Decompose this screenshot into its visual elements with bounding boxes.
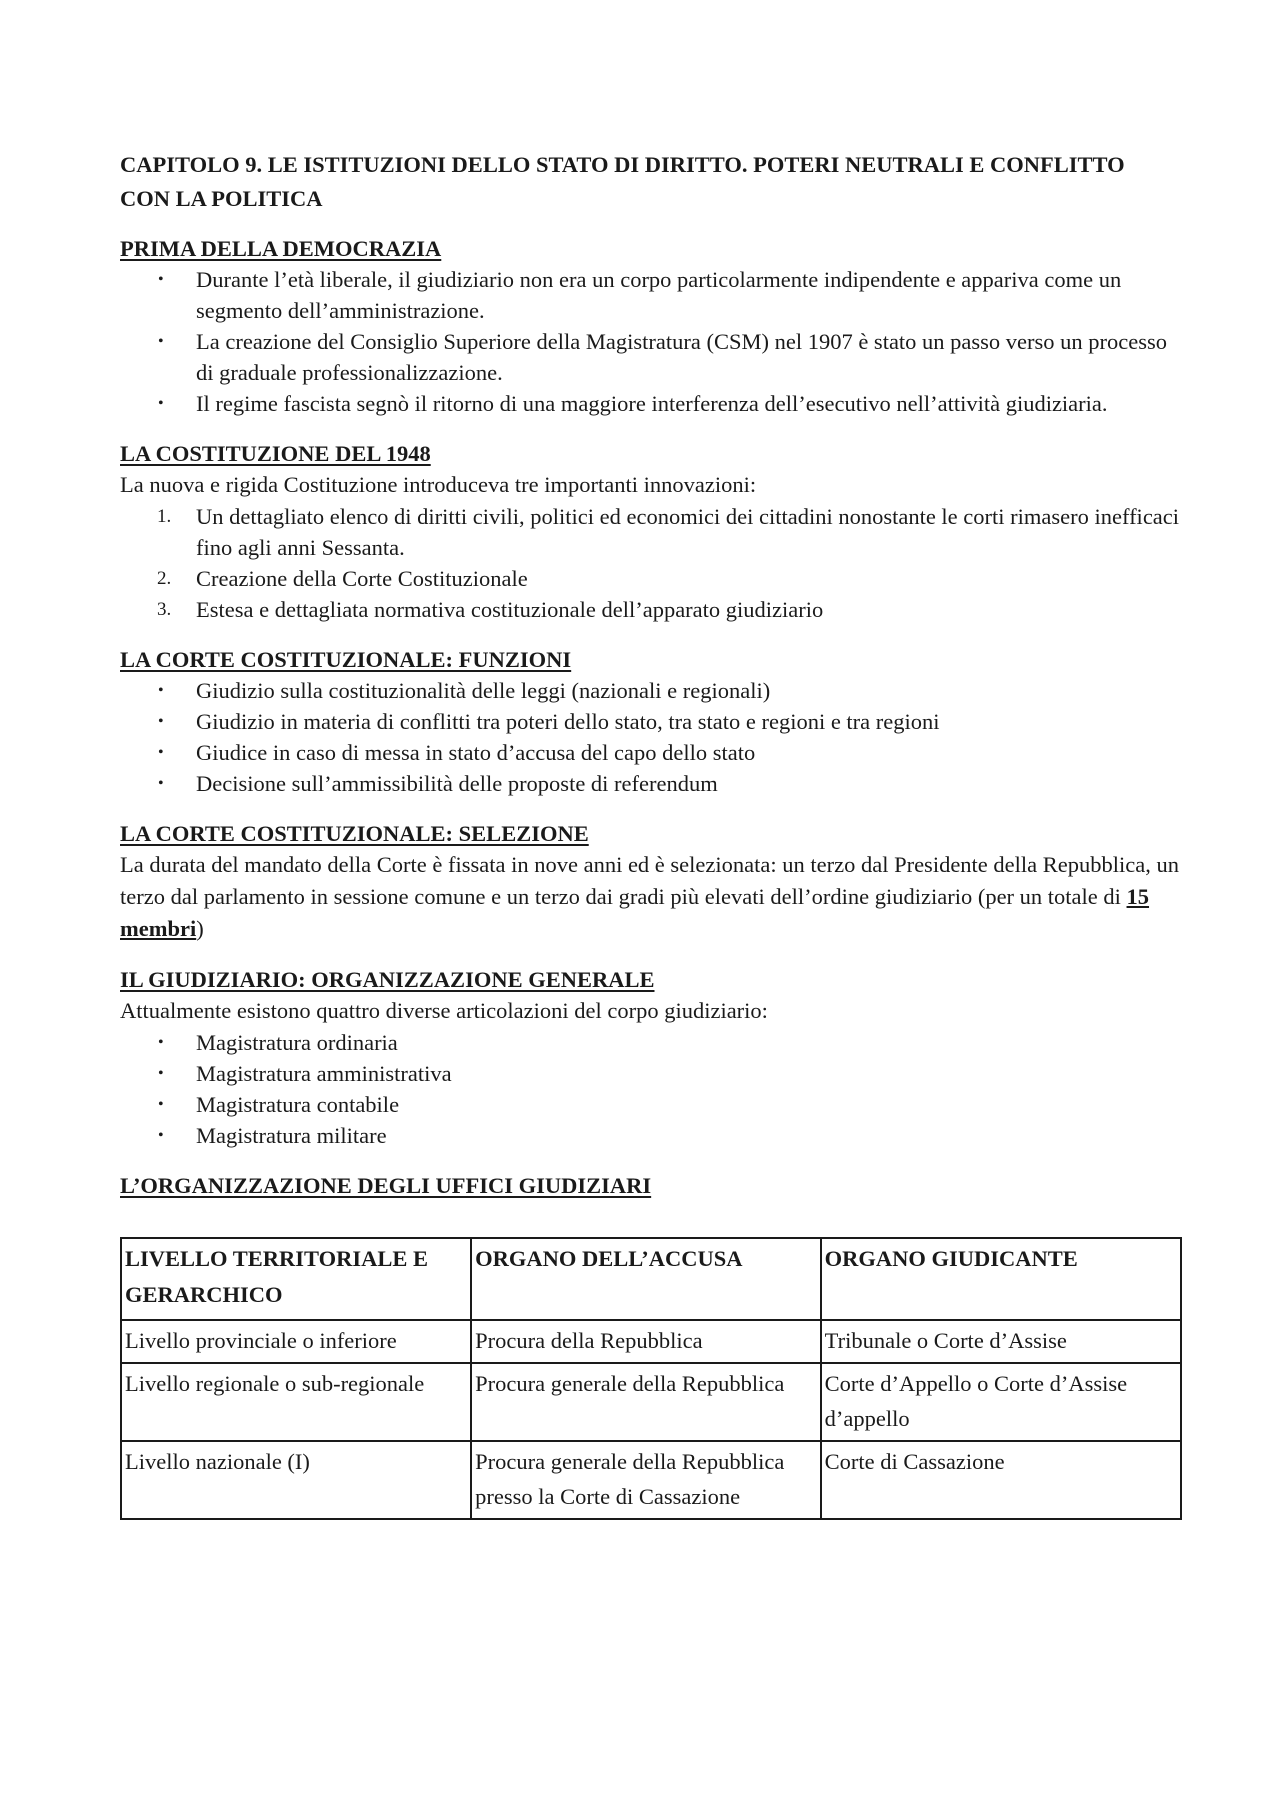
section-heading: L’ORGANIZZAZIONE DEGLI UFFICI GIUDIZIARI — [120, 1173, 652, 1198]
section-heading: LA COSTITUZIONE DEL 1948 — [120, 441, 431, 466]
table-cell: Livello provinciale o inferiore — [121, 1320, 471, 1363]
table-row — [121, 1320, 1181, 1363]
members-highlight: 15 membri — [120, 884, 1150, 941]
list-item-text: Magistratura ordinaria — [196, 1030, 398, 1055]
table-cell: Procura generale della Repubblica — [471, 1363, 821, 1441]
section-corte-selezione — [120, 819, 1180, 945]
table-header-row — [121, 1238, 1181, 1320]
list-item — [120, 1089, 1180, 1120]
bullet-icon: • — [158, 333, 164, 350]
list-number: 1. — [157, 506, 172, 527]
section-corte-funzioni — [120, 645, 1180, 799]
table-cell: Tribunale o Corte d’Assise — [821, 1320, 1181, 1363]
offices-table — [120, 1237, 1182, 1520]
table-cell: Livello nazionale (I) — [121, 1441, 471, 1519]
list-item-text: Il regime fascista segnò il ritorno di una maggiore interferenza dell’esecutivo nell’attività giudiziaria. — [196, 391, 1108, 416]
section-intro: Attualmente esistono quattro diverse articolazioni del corpo giudiziario: — [120, 998, 768, 1023]
column-header-accusa: ORGANO DELL’ACCUSA — [471, 1238, 821, 1320]
list-item-text: Magistratura amministrativa — [196, 1061, 452, 1086]
list-item-text: Estesa e dettagliata normativa costituzionale dell’apparato giudiziario — [196, 597, 824, 622]
section-heading: LA CORTE COSTITUZIONALE: FUNZIONI — [120, 647, 572, 672]
list-item — [120, 563, 1180, 594]
list-number: 2. — [157, 568, 172, 589]
bullet-icon: • — [158, 1096, 164, 1113]
section-heading: IL GIUDIZIARIO: ORGANIZZAZIONE GENERALE — [120, 967, 655, 992]
table-cell: Procura generale della Repubblica presso la Corte di Cassazione — [471, 1441, 821, 1519]
bullet-list — [120, 675, 1180, 799]
bullet-list — [120, 1027, 1180, 1151]
selection-text: La durata del mandato della Corte è fissata in nove anni ed è selezionata: un terzo dal Presidente della Repubblica, un terzo dal parlamento in sessione comune e un terzo dai gradi più elevati dell’ordine giudiziario (per un totale di — [120, 852, 1179, 909]
bullet-icon: • — [158, 682, 164, 699]
bullet-icon: • — [158, 395, 164, 412]
section-prima-della-democrazia — [120, 234, 1180, 419]
list-item-text: Creazione della Corte Costituzionale — [196, 566, 528, 591]
list-item-text: Durante l’età liberale, il giudiziario non era un corpo particolarmente indipendente e appariva come un segmento dell’amministrazione. — [196, 267, 1122, 323]
list-item-text: Magistratura contabile — [196, 1092, 400, 1117]
table-cell: Corte d’Appello o Corte d’Assise d’appello — [821, 1363, 1181, 1441]
numbered-list — [120, 501, 1180, 625]
list-item-text: Giudice in caso di messa in stato d’accusa del capo dello stato — [196, 740, 756, 765]
bullet-icon: • — [158, 775, 164, 792]
table-row — [121, 1363, 1181, 1441]
list-number: 3. — [157, 599, 172, 620]
column-header-livello: LIVELLO TERRITORIALE E GERARCHICO — [121, 1238, 471, 1320]
list-item — [120, 1058, 1180, 1089]
section-uffici-giudiziari — [120, 1171, 1180, 1520]
section-heading: PRIMA DELLA DEMOCRAZIA — [120, 236, 442, 261]
list-item — [120, 706, 1180, 737]
table-cell: Livello regionale o sub-regionale — [121, 1363, 471, 1441]
table-cell: Corte di Cassazione — [821, 1441, 1181, 1519]
list-item-text: Decisione sull’ammissibilità delle proposte di referendum — [196, 771, 718, 796]
list-item — [120, 594, 1180, 625]
bullet-icon: • — [158, 1127, 164, 1144]
list-item-text: Un dettagliato elenco di diritti civili, politici ed economici dei cittadini nonostante le corti rimasero inefficaci fino agli anni Sessanta. — [196, 504, 1180, 560]
section-giudiziario — [120, 965, 1180, 1151]
list-item — [120, 1027, 1180, 1058]
selection-paragraph — [120, 849, 1180, 945]
bullet-list — [120, 264, 1180, 419]
list-item — [120, 388, 1180, 419]
list-item — [120, 501, 1180, 563]
section-costituzione-1948 — [120, 439, 1180, 625]
bullet-icon: • — [158, 1034, 164, 1051]
selection-text-end: ) — [196, 916, 204, 941]
bullet-icon: • — [158, 1065, 164, 1082]
section-intro: La nuova e rigida Costituzione introduceva tre importanti innovazioni: — [120, 472, 757, 497]
list-item — [120, 326, 1180, 388]
list-item-text: Giudizio sulla costituzionalità delle leggi (nazionali e regionali) — [196, 678, 771, 703]
list-item — [120, 264, 1180, 326]
list-item-text: Magistratura militare — [196, 1123, 387, 1148]
list-item — [120, 675, 1180, 706]
document-page — [120, 148, 1180, 1520]
bullet-icon: • — [158, 713, 164, 730]
list-item — [120, 737, 1180, 768]
table-cell: Procura della Repubblica — [471, 1320, 821, 1363]
table-row — [121, 1441, 1181, 1519]
section-heading: LA CORTE COSTITUZIONALE: SELEZIONE — [120, 821, 589, 846]
page-title: CAPITOLO 9. LE ISTITUZIONI DELLO STATO DI DIRITTO. POTERI NEUTRALI E CONFLITTO CON LA POLITICA — [120, 152, 1125, 211]
list-item — [120, 768, 1180, 799]
column-header-giudicante: ORGANO GIUDICANTE — [821, 1238, 1181, 1320]
bullet-icon: • — [158, 744, 164, 761]
list-item-text: Giudizio in materia di conflitti tra poteri dello stato, tra stato e regioni e tra regioni — [196, 709, 940, 734]
list-item-text: La creazione del Consiglio Superiore della Magistratura (CSM) nel 1907 è stato un passo verso un processo di graduale professionalizzazione. — [196, 329, 1168, 385]
list-item — [120, 1120, 1180, 1151]
bullet-icon: • — [158, 271, 164, 288]
